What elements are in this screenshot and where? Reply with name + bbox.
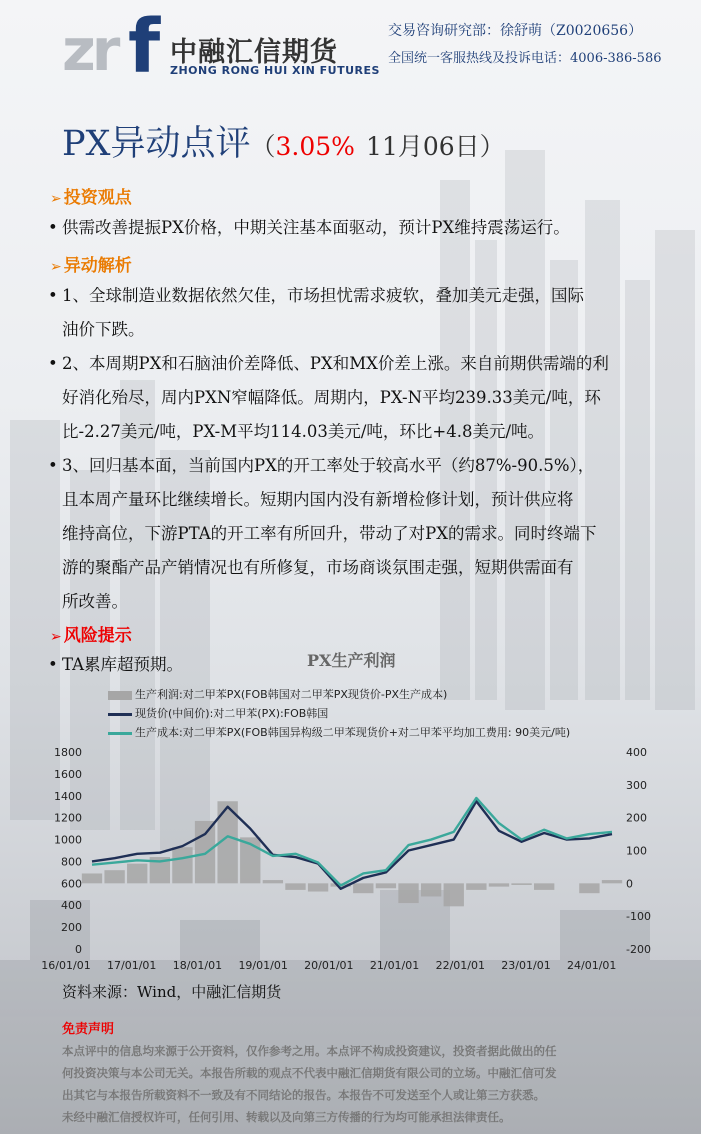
arrow-icon: ➢ [50, 259, 62, 275]
title-change-pct: 3.05% [275, 132, 355, 161]
analysis-2-line: 比-2.27美元/吨，PX-M平均114.03美元/吨，环比+4.8美元/吨。 [62, 422, 545, 441]
risk-paragraph [48, 648, 288, 682]
disclaimer-line: 何投资决策与本公司无关。本报告所载的观点不代表中融汇信期货有限公司的立场。中融汇信可发 [62, 1066, 557, 1080]
analysis-3-line: 游的聚酯产品产销情况也有所修复，市场商谈氛围走强，短期供需面有 [62, 558, 574, 577]
company-logo [62, 4, 382, 90]
profit-area-bar [285, 883, 305, 890]
profit-area-bar [511, 883, 531, 885]
profit-area-bar [127, 864, 147, 884]
chart-title: PX生产利润 [307, 651, 396, 670]
legend-label: 现货价(中间价):对二甲苯(PX):FOB韩国 [135, 707, 329, 720]
analysis-paragraph-3 [48, 449, 660, 619]
y-left-tick-label: 0 [75, 943, 82, 956]
hotline-info: 全国统一客服热线及投诉电话：4006-386-586 [388, 51, 662, 66]
px-profit-chart [41, 744, 651, 974]
title-close-paren: ） [479, 132, 505, 161]
profit-area-bar [104, 870, 124, 883]
y-left-tick-label: 1000 [54, 833, 82, 847]
legend-swatch-line [108, 713, 132, 716]
heading-text: 风险提示 [63, 626, 132, 646]
y-left-tick-label: 400 [61, 899, 82, 913]
profit-area-bar [534, 883, 554, 890]
view-paragraph [48, 211, 660, 245]
y-right-tick-label: -100 [626, 910, 651, 924]
heading-text: 投资观点 [63, 188, 132, 208]
page-title [62, 116, 505, 166]
disclaimer-line: 未经中融汇信授权许可，任何引用、转载以及向第三方传播的行为均可能承担法律责任。 [62, 1110, 511, 1124]
profit-area-bar [398, 883, 418, 903]
profit-area-bar [444, 883, 464, 906]
x-tick-label: 23/01/01 [501, 959, 551, 972]
profit-area-bar [489, 883, 509, 886]
legend-swatch-line [108, 732, 132, 735]
profit-area-bar [172, 847, 192, 883]
analysis-1-line: 1、全球制造业数据依然欠佳，市场担忧需求疲软，叠加美元走强，国际 [62, 286, 584, 305]
heading-text: 异动解析 [63, 256, 132, 276]
data-source: 资料来源：Wind，中融汇信期货 [62, 983, 282, 1001]
profit-area-bar [263, 880, 283, 883]
analysis-3-line: 所改善。 [62, 592, 128, 611]
x-tick-label: 19/01/01 [238, 959, 288, 972]
profit-area-bar [602, 880, 622, 883]
y-left-tick-label: 1200 [54, 811, 82, 825]
title-date: 11月06日 [366, 132, 480, 161]
y-right-tick-label: 200 [626, 811, 647, 825]
legend-label: 生产利润:对二甲苯PX(FOB韩国对二甲苯PX现货价-PX生产成本) [135, 688, 448, 701]
analysis-1-line: 油价下跌。 [62, 320, 145, 339]
y-left-tick-label: 1400 [54, 789, 82, 803]
analysis-3-line: 3、回归基本面，当前国内PX的开工率处于较高水平（约87%-90.5%）， [62, 456, 595, 475]
section-heading-risk [50, 621, 132, 646]
title-main: PX异动点评 [62, 124, 251, 164]
logo-letters: zr [62, 16, 117, 84]
profit-area-bar [376, 883, 396, 888]
y-left-tick-label: 800 [61, 855, 82, 869]
legend-item-cost [108, 724, 570, 740]
legend-item-spot [108, 705, 328, 721]
x-tick-label: 24/01/01 [567, 959, 617, 972]
bullet-icon: • [48, 286, 58, 305]
y-right-tick-label: 100 [626, 844, 647, 858]
disclaimer-heading: 免责声明 [62, 1022, 115, 1037]
profit-area-bar [421, 883, 441, 896]
analyst-info: 交易咨询研究部：徐舒萌（Z0020656） [388, 23, 643, 39]
analysis-paragraph-1 [48, 279, 660, 347]
analysis-2-line: 2、本周期PX和石脑油价差降低、PX和MX价差上涨。来自前期供需端的利 [62, 354, 609, 373]
y-left-tick-label: 1600 [54, 767, 82, 781]
y-left-tick-label: 600 [61, 877, 82, 891]
bullet-icon: • [48, 218, 58, 237]
profit-area-bar [308, 883, 328, 891]
y-left-tick-label: 200 [61, 921, 82, 935]
profit-area-bar [82, 873, 102, 883]
legend-label: 生产成本:对二甲苯PX(FOB韩国异构级二甲苯现货价+对二甲苯平均加工费用: 90美元/吨) [135, 726, 571, 739]
x-tick-label: 20/01/01 [304, 959, 354, 972]
analysis-2-line: 好消化殆尽，周内PXN窄幅降低。周期内，PX-N平均239.33美元/吨，环 [62, 388, 601, 407]
legend-swatch-area [108, 691, 132, 700]
legend-item-profit [108, 686, 447, 702]
arrow-icon: ➢ [50, 191, 62, 207]
x-tick-label: 16/01/01 [41, 959, 91, 972]
logo-english-name: ZHONG RONG HUI XIN FUTURES [170, 64, 380, 77]
bullet-icon: • [48, 456, 58, 475]
profit-area-bar [579, 883, 599, 893]
profit-area-bar [466, 883, 486, 890]
profit-area-bar [195, 821, 215, 883]
disclaimer-line: 本点评中的信息均来源于公开资料，仅作参考之用。本点评不构成投资建议，投资者据此做出的任 [62, 1044, 557, 1058]
view-text: 供需改善提振PX价格，中期关注基本面驱动，预计PX维持震荡运行。 [62, 218, 570, 237]
logo-chinese-name: 中融汇信期货 [170, 37, 338, 68]
x-tick-label: 18/01/01 [172, 959, 223, 972]
section-heading-analysis [50, 251, 132, 276]
arrow-icon: ➢ [50, 629, 62, 645]
x-tick-label: 21/01/01 [369, 959, 420, 972]
y-right-tick-label: -200 [626, 943, 651, 956]
logo-f-mark: f [128, 4, 161, 90]
analysis-paragraph-2 [48, 347, 660, 449]
x-tick-label: 22/01/01 [435, 959, 485, 972]
y-right-tick-label: 400 [626, 746, 647, 759]
disclaimer-line: 出其它与本报告所载资料不一致及有不同结论的报告。本报告不可发送至个人或让第三方获悉。 [62, 1088, 545, 1102]
risk-text: TA累库超预期。 [62, 655, 184, 674]
y-right-tick-label: 0 [626, 877, 633, 891]
section-heading-view [50, 183, 132, 208]
title-open-paren: （ [250, 132, 276, 161]
bullet-icon: • [48, 354, 58, 373]
profit-area-bar [353, 883, 373, 893]
x-tick-label: 17/01/01 [107, 959, 157, 972]
y-right-tick-label: 300 [626, 778, 647, 792]
y-left-tick-label: 1800 [54, 746, 82, 759]
bullet-icon: • [48, 655, 58, 674]
analysis-3-line: 维持高位，下游PTA的开工率有所回升，带动了对PX的需求。同时终端下 [62, 524, 597, 543]
analysis-3-line: 且本周产量环比继续增长。短期内国内没有新增检修计划，预计供应将 [62, 490, 574, 509]
